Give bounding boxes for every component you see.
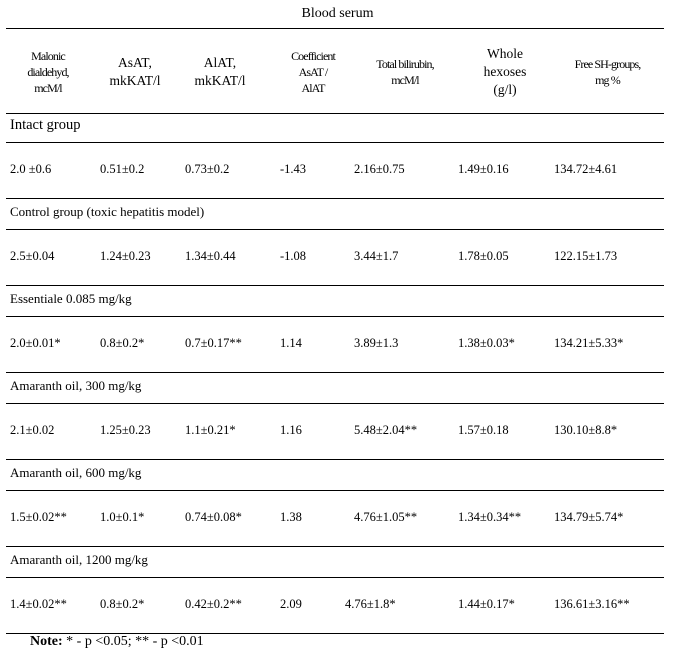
table-cell: 1.38 <box>280 510 302 524</box>
table-cell: 1.1±0.21* <box>185 423 236 437</box>
header-malonic-dialdehyd: Malonic dialdehyd, mcM/l <box>27 48 69 96</box>
table-cell: 2.0±0.01* <box>10 336 61 350</box>
table-cell: 1.44±0.17* <box>458 597 515 611</box>
table-cell: 1.0±0.1* <box>100 510 145 524</box>
divider <box>6 198 664 199</box>
group-label: Essentiale 0.085 mg/kg <box>10 291 132 306</box>
header-free-sh-groups: Free SH-groups, mg % <box>574 56 641 87</box>
divider <box>6 577 664 578</box>
table-cell: 134.21±5.33* <box>554 336 624 350</box>
divider <box>6 229 664 230</box>
table-cell: 3.89±1.3 <box>354 336 399 350</box>
table-cell: 2.5±0.04 <box>10 249 55 263</box>
table-cell: 0.7±0.17** <box>185 336 242 350</box>
header-whole-hexoses: Whole hexoses (g/l) <box>483 45 527 98</box>
table-cell: 1.5±0.02** <box>10 510 67 524</box>
group-label: Amaranth oil, 600 mg/kg <box>10 465 142 480</box>
group-label: Intact group <box>10 117 81 133</box>
table-cell: 1.25±0.23 <box>100 423 151 437</box>
table-cell: 0.51±0.2 <box>100 162 145 176</box>
table-cell: 130.10±8.8* <box>554 423 618 437</box>
note-text: * - p <0.05; ** - p <0.01 <box>62 634 204 649</box>
divider <box>6 403 664 404</box>
table-cell: 1.34±0.34** <box>458 510 522 524</box>
table-cell: 136.61±3.16** <box>554 597 630 611</box>
divider <box>6 316 664 317</box>
divider <box>6 490 664 491</box>
divider <box>6 372 664 373</box>
table-title: Blood serum <box>301 6 374 21</box>
table-cell: 4.76±1.05** <box>354 510 418 524</box>
table-cell: 0.42±0.2** <box>185 597 242 611</box>
group-label: Amaranth oil, 300 mg/kg <box>10 378 142 393</box>
table-cell: 1.24±0.23 <box>100 249 151 263</box>
table-cell: 1.78±0.05 <box>458 249 509 263</box>
divider <box>6 546 664 547</box>
table-cell: 0.73±0.2 <box>185 162 230 176</box>
group-label: Amaranth oil, 1200 mg/kg <box>10 552 148 567</box>
header-asat: AsAT, mkKAT/l <box>109 54 161 88</box>
divider <box>6 28 664 29</box>
table-cell: 1.49±0.16 <box>458 162 509 176</box>
divider <box>6 142 664 143</box>
group-label: Control group (toxic hepatitis model) <box>10 204 205 219</box>
divider <box>6 285 664 286</box>
table-cell: 0.8±0.2* <box>100 597 145 611</box>
table-cell: -1.08 <box>280 249 307 263</box>
table-cell: 2.16±0.75 <box>354 162 405 176</box>
table-cell: 2.0 ±0.6 <box>10 162 52 176</box>
table-cell: 134.72±4.61 <box>554 162 618 176</box>
table-cell: 1.57±0.18 <box>458 423 509 437</box>
table-cell: 5.48±2.04** <box>354 423 418 437</box>
table-cell: 1.16 <box>280 423 302 437</box>
table-cell: -1.43 <box>280 162 307 176</box>
header-coefficient: Coefficient AsAT / AlAT <box>291 48 335 96</box>
table-cell: 0.74±0.08* <box>185 510 242 524</box>
table-cell: 134.79±5.74* <box>554 510 624 524</box>
table-cell: 1.14 <box>280 336 302 350</box>
divider <box>6 113 664 114</box>
divider <box>6 459 664 460</box>
table-note <box>30 634 204 650</box>
table-cell: 1.4±0.02** <box>10 597 67 611</box>
table-cell: 122.15±1.73 <box>554 249 618 263</box>
table-cell: 0.8±0.2* <box>100 336 145 350</box>
table-cell: 2.1±0.02 <box>10 423 55 437</box>
note-label: Note: <box>30 634 63 649</box>
header-alat: AlAT, mkKAT/l <box>194 54 246 88</box>
table-cell: 3.44±1.7 <box>354 249 399 263</box>
table-cell: 1.38±0.03* <box>458 336 515 350</box>
table-cell: 4.76±1.8* <box>345 597 396 611</box>
table-cell: 2.09 <box>280 597 302 611</box>
header-total-bilirubin: Total bilirubin, mcM/l <box>376 56 434 87</box>
table-cell: 1.34±0.44 <box>185 249 236 263</box>
